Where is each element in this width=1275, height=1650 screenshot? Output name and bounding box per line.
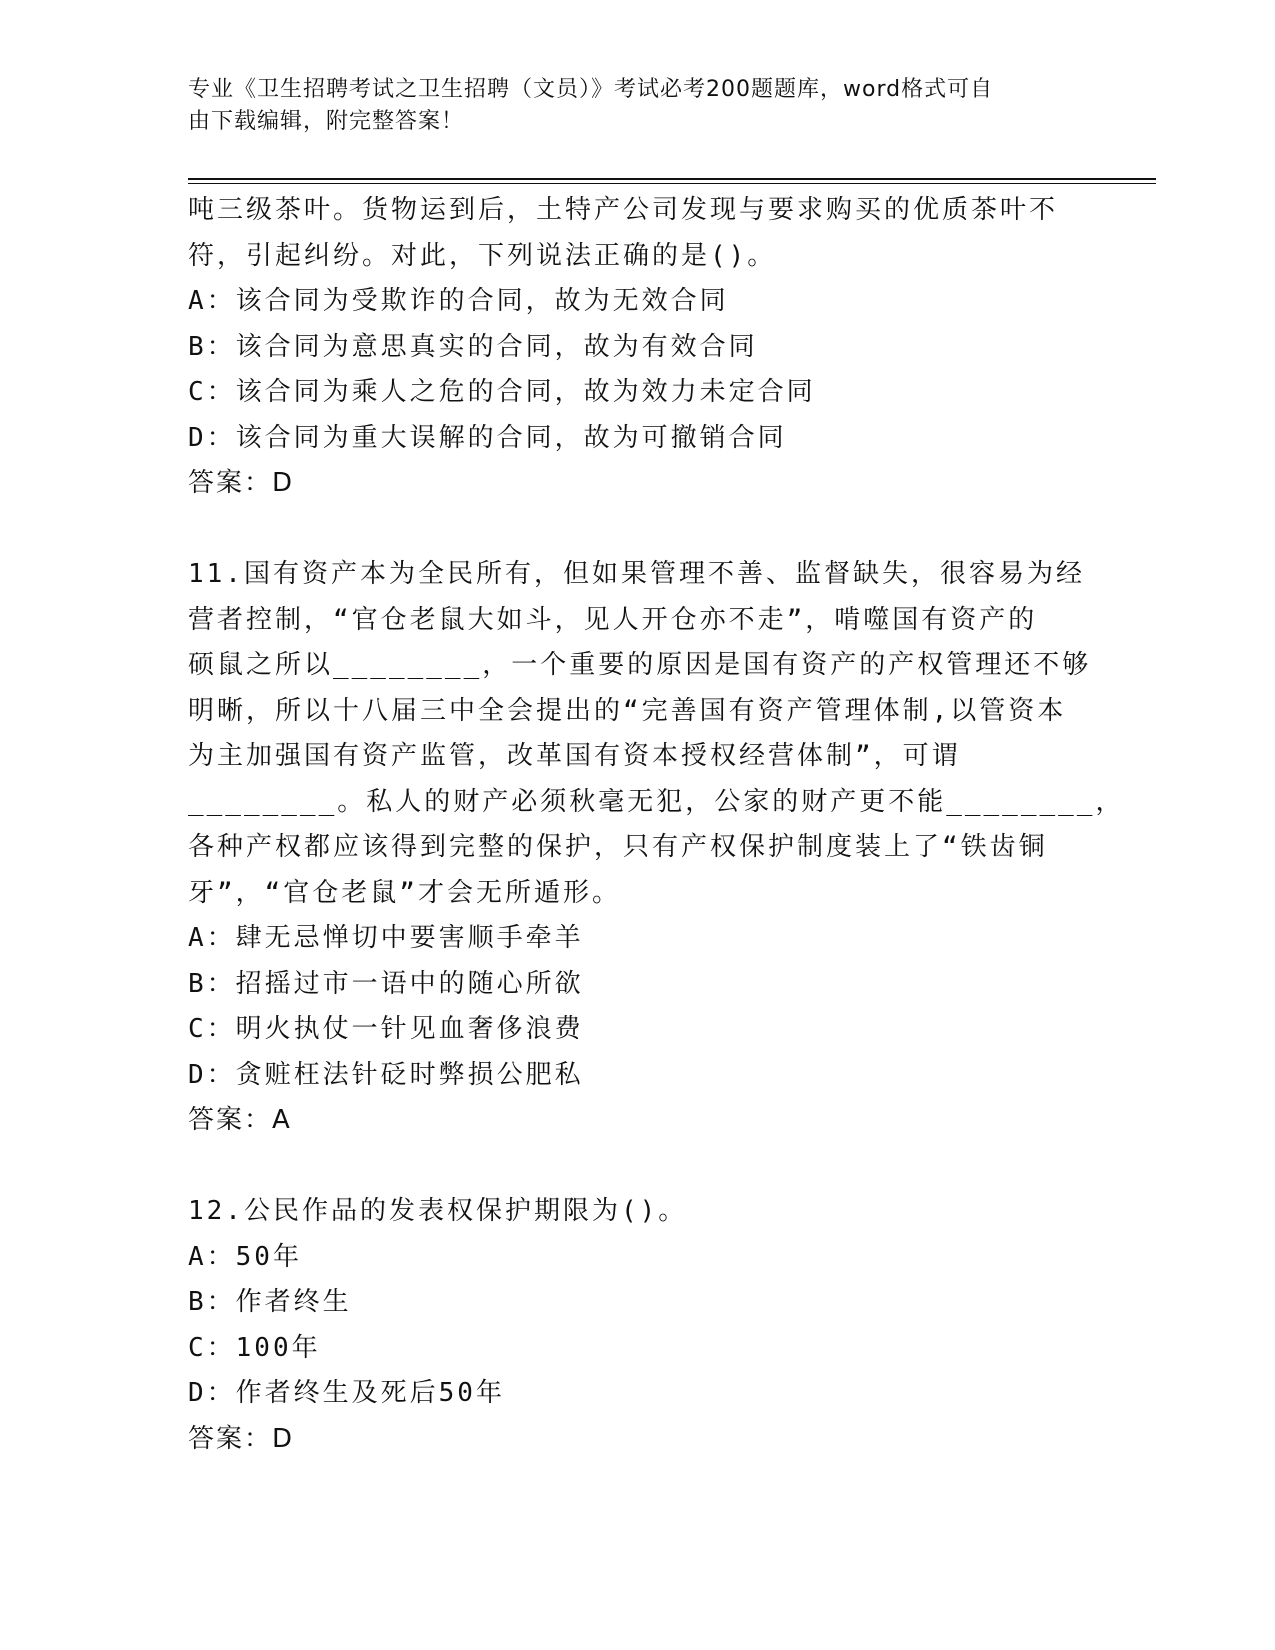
header-line-2: 由下载编辑，附完整答案！ (188, 109, 465, 134)
question-stem-line: 牙”，“官仓老鼠”才会无所遁形。 (188, 877, 621, 908)
question-spacer (188, 1144, 1088, 1190)
question-stem-line: 11.国有资产本为全民所有，但如果管理不善、监督缺失，很容易为经 (188, 559, 1085, 589)
answer-label: 答案：D (188, 468, 295, 498)
question-10 (188, 188, 1088, 507)
option-d: D：该合同为重大误解的合同，故为可撤销合同 (188, 422, 787, 453)
option-c: C：明火执仗一针见血奢侈浪费 (188, 1014, 584, 1044)
question-stem-line: 营者控制，“官仓老鼠大如斗，见人开仓亦不走”，啃噬国有资产的 (188, 604, 1038, 635)
question-spacer (188, 507, 1088, 553)
question-12 (188, 1189, 1088, 1462)
question-stem-line: ________。私人的财产必须秋毫无犯，公家的财产更不能________， (188, 786, 1125, 817)
question-stem-line: 符，引起纠纷。对此，下列说法正确的是()。 (188, 240, 777, 271)
option-c: C：该合同为乘人之危的合同，故为效力未定合同 (188, 377, 816, 407)
answer-label: 答案：D (188, 1423, 295, 1454)
option-b: B：作者终生 (188, 1287, 352, 1317)
question-stem-line: 12.公民作品的发表权保护期限为()。 (188, 1196, 688, 1226)
question-stem-line: 吨三级茶叶。货物运到后，土特产公司发现与要求购买的优质茶叶不 (188, 195, 1059, 225)
option-b: B：招摇过市一语中的随心所欲 (188, 968, 584, 999)
question-stem-line: 各种产权都应该得到完整的保护，只有产权保护制度装上了“铁齿铜 (188, 832, 1048, 862)
option-c: C：100年 (188, 1332, 321, 1363)
page-header (188, 74, 1068, 138)
option-d: D：贪赃枉法针砭时弊损公肥私 (188, 1059, 584, 1090)
header-line-1: 专业《卫生招聘考试之卫生招聘（文员）》考试必考200题题库，word格式可自 (188, 77, 994, 102)
option-a: A：50年 (188, 1241, 302, 1272)
header-rule-thin (188, 183, 1156, 184)
header-rule-thick (188, 178, 1156, 180)
question-stem-line: 明晰，所以十八届三中全会提出的“完善国有资产管理体制,以管资本 (188, 695, 1067, 726)
question-11 (188, 552, 1125, 1144)
option-d: D：作者终生及死后50年 (188, 1378, 505, 1408)
option-a: A：该合同为受欺诈的合同，故为无效合同 (188, 286, 729, 316)
option-a: A：肆无忌惮切中要害顺手牵羊 (188, 923, 584, 953)
question-body (188, 188, 1125, 1462)
answer-label: 答案：A (188, 1105, 292, 1135)
option-b: B：该合同为意思真实的合同，故为有效合同 (188, 331, 758, 362)
question-stem-line: 硕鼠之所以________，一个重要的原因是国有资产的产权管理还不够 (188, 650, 1092, 680)
question-stem-line: 为主加强国有资产监管，改革国有资本授权经营体制”，可谓 (188, 741, 961, 771)
